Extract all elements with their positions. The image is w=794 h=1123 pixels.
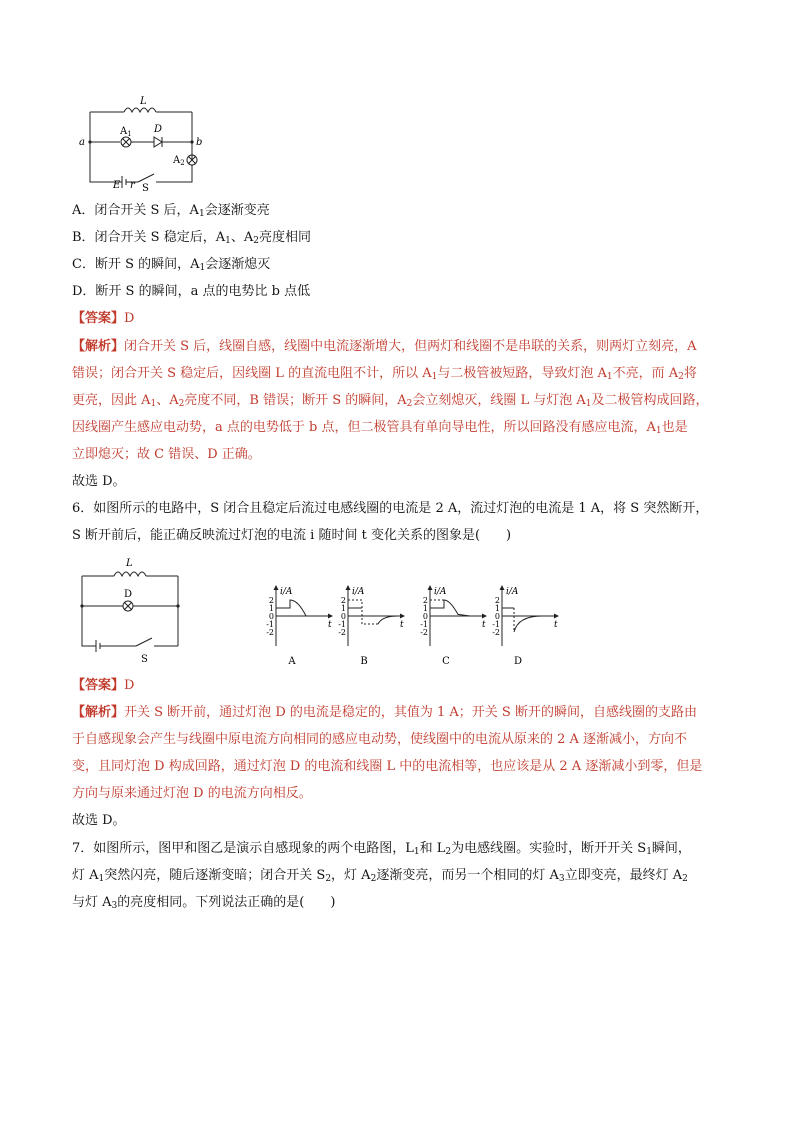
graph-C-tick-1: 1 bbox=[422, 604, 428, 613]
graph-D-curve-2 bbox=[514, 616, 542, 632]
graph-A-tick-0: 2 bbox=[268, 596, 274, 605]
q5-conclusion: 故选 D。 bbox=[72, 474, 126, 489]
graph-D-y-arrow bbox=[500, 585, 505, 590]
graph-B-curve-2 bbox=[378, 616, 398, 624]
q6-label-D: D bbox=[124, 589, 133, 600]
graph-B-label: B bbox=[360, 656, 368, 667]
graph-C-tick-4: -2 bbox=[420, 628, 428, 637]
graph-B-tick-0: 2 bbox=[340, 596, 346, 605]
graph-A-xlabel: t bbox=[328, 620, 332, 630]
q6-graphs bbox=[256, 584, 576, 668]
graph-B-ylabel: i/A bbox=[352, 587, 365, 597]
q5-analysis-line-5: 立即熄灭；故 C 错误、D 正确。 bbox=[72, 447, 261, 462]
graph-C-tick-0: 2 bbox=[422, 596, 428, 605]
graph-C-label: C bbox=[442, 656, 450, 667]
graph-D-xlabel: t bbox=[554, 620, 558, 630]
graph-D-tick-3: -1 bbox=[492, 620, 500, 629]
q6-stem-line-2: S 断开前后，能正确反映流过灯泡的电流 i 随时间 t 变化关系的图象是( ) bbox=[72, 528, 512, 543]
q5-option-b: B．闭合开关 S 稳定后，$A_1$、$A_2$亮度相同 bbox=[72, 230, 311, 246]
q5-option-d: D．断开 S 的瞬间，a 点的电势比 b 点低 bbox=[72, 284, 311, 299]
q7-stem-line-3: 与灯 $A_3$的亮度相同。下列说法正确的是( ) bbox=[72, 895, 336, 911]
q5-analysis-line-3: 更亮，因此 $A_1$、$A_2$亮度不同，B 错误；断开 S 的瞬间，$A_2$会立刻熄灭，线圈 L 与灯泡 $A_1$及二极管构成回路， bbox=[72, 393, 709, 409]
q6-analysis-line-1: 【解析】开关 S 断开前，通过灯泡 D 的电流是稳定的，其值为 1 A；开关 S 断开的瞬间，自感线圈的支路由 bbox=[72, 705, 697, 720]
q5-label-D: D bbox=[154, 124, 163, 135]
q6-label-L: L bbox=[126, 558, 133, 569]
graph-C-ylabel: i/A bbox=[434, 587, 447, 597]
graph-C-y-arrow bbox=[428, 585, 433, 590]
q5-analysis-line-1: 【解析】闭合开关 S 后，线圈自感，线圈中电流逐渐增大，但两灯和线圈不是串联的关系，则两灯立刻亮，A bbox=[72, 339, 697, 354]
q5-label-b: b bbox=[196, 137, 203, 148]
q5-label-E: E bbox=[113, 180, 121, 191]
q6-circuit-diagram bbox=[74, 554, 194, 664]
q6-analysis-line-4: 方向与原来通过灯泡 D 的电流方向相反。 bbox=[72, 786, 312, 801]
graph-A-curve bbox=[276, 600, 316, 616]
graph-C-xlabel: t bbox=[482, 620, 486, 630]
q6-answer: 【答案】D bbox=[72, 678, 135, 693]
graph-D-tick-4: -2 bbox=[492, 628, 500, 637]
graph-B-tick-3: -1 bbox=[338, 620, 346, 629]
graph-D-x-arrow bbox=[554, 614, 559, 619]
graph-B-y-arrow bbox=[346, 585, 351, 590]
graph-B-xlabel: t bbox=[400, 620, 404, 630]
q7-stem-line-1: 7．如图所示，图甲和图乙是演示自感现象的两个电路图，$L_1$和 $L_2$为电感线圈。实验时，断开开关 $S_1$瞬间， bbox=[72, 841, 691, 857]
q6-conclusion: 故选 D。 bbox=[72, 813, 126, 828]
q5-label-L: L bbox=[140, 96, 147, 107]
graph-D-tick-2: 0 bbox=[494, 612, 500, 621]
graph-B-tick-4: -2 bbox=[338, 628, 346, 637]
graph-D-tick-1: 1 bbox=[494, 604, 500, 613]
graph-A-tick-4: -2 bbox=[266, 628, 274, 637]
q5-option-a: A．闭合开关 S 后，$A_1$会逐渐变亮 bbox=[72, 203, 270, 219]
q5-label-a: a bbox=[79, 137, 85, 148]
graph-B-x-arrow bbox=[400, 614, 405, 619]
graph-A-ylabel: i/A bbox=[280, 587, 293, 597]
q6-stem-line-1: 6．如图所示的电路中，S 闭合且稳定后流过电感线圈的电流是 2 A，流过灯泡的电流是 1 A，将 S 突然断开， bbox=[72, 501, 709, 516]
q5-label-S: S bbox=[142, 183, 149, 192]
q5-circuit-diagram bbox=[76, 92, 216, 192]
q5-label-A1: $A_1$ bbox=[120, 126, 132, 138]
graph-C-curve bbox=[430, 600, 470, 616]
q7-stem-line-2: 灯 $A_1$突然闪亮，随后逐渐变暗；闭合开关 $S_2$，灯 $A_2$逐渐变亮，而另一个相同的灯 $A_3$立即变亮，最终灯 $A_2$ bbox=[72, 868, 688, 884]
graph-D-tick-0: 2 bbox=[494, 596, 500, 605]
graph-B-tick-1: 1 bbox=[340, 604, 346, 613]
graph-B-tick-2: 0 bbox=[340, 612, 346, 621]
graph-C-tick-2: 0 bbox=[422, 612, 428, 621]
graph-C-x-arrow bbox=[482, 614, 487, 619]
graph-A-tick-2: 0 bbox=[268, 612, 274, 621]
graph-B-dashed bbox=[348, 600, 378, 624]
q5-option-c: C．断开 S 的瞬间，$A_1$会逐渐熄灭 bbox=[72, 257, 271, 273]
graph-A-y-arrow bbox=[274, 585, 279, 590]
q5-analysis-line-4: 因线圈产生感应电动势，a 点的电势低于 b 点，但二极管具有单向导电性，所以回路没有感应电流，$A_1$也是 bbox=[72, 420, 688, 436]
graph-D-ylabel: i/A bbox=[506, 587, 519, 597]
q5-answer: 【答案】D bbox=[72, 311, 135, 326]
graph-A-x-arrow bbox=[328, 614, 333, 619]
graph-A-tick-1: 1 bbox=[268, 604, 274, 613]
q6-analysis-line-2: 于自感现象会产生与线圈中原电流方向相同的感应电动势，使线圈中的电流从原来的 2 A 逐渐减小，方向不 bbox=[72, 732, 688, 747]
graph-A-label: A bbox=[288, 656, 296, 667]
q6-label-S: S bbox=[141, 654, 148, 664]
q5-label-A2: $A_2$ bbox=[173, 155, 185, 167]
q5-analysis-line-2: 错误；闭合开关 S 稳定后，因线圈 L 的直流电阻不计，所以 $A_1$与二极管被短路，导致灯泡 $A_1$不亮，而 $A_2$将 bbox=[72, 366, 697, 382]
graph-A-tick-3: -1 bbox=[266, 620, 274, 629]
q6-analysis-line-3: 变，且同灯泡 D 构成回路，通过灯泡 D 的电流和线圈 L 中的电流相等，也应该是从 2 A 逐渐减小到零，但是 bbox=[72, 759, 703, 774]
q5-label-r: r bbox=[130, 180, 135, 191]
graph-C-tick-3: -1 bbox=[420, 620, 428, 629]
graph-D-label: D bbox=[513, 656, 523, 667]
